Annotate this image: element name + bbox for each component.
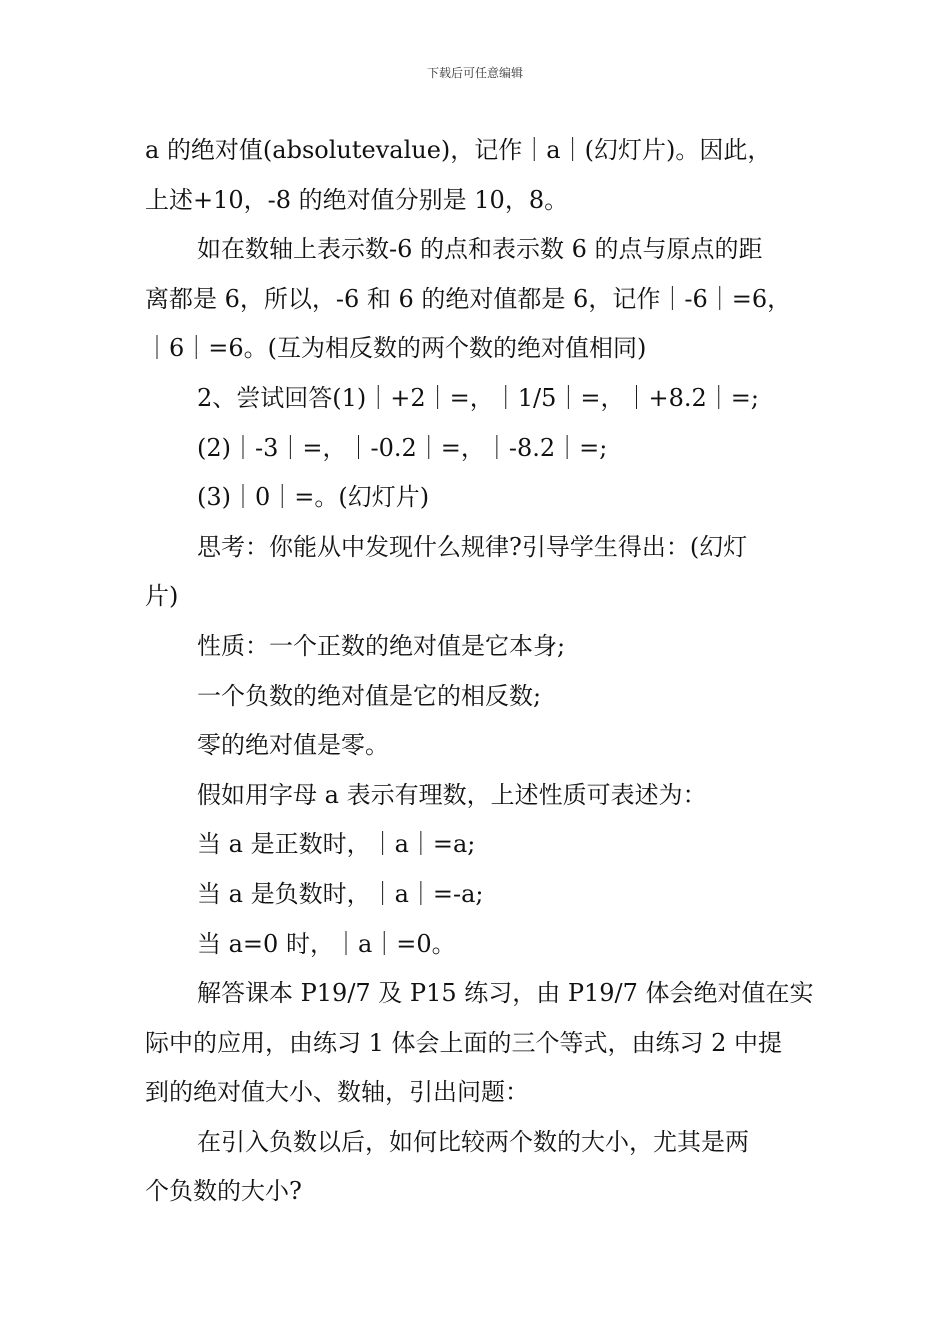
text-line: 零的绝对值是零。	[197, 731, 389, 760]
page-header: 下载后可任意编辑	[426, 66, 523, 80]
text-line: 解答课本 P19/7 及 P15 练习，由 P19/7 体会绝对值在实	[197, 979, 814, 1008]
text-line: 片)	[145, 582, 179, 611]
text-line: (3)｜0｜=。(幻灯片)	[197, 483, 430, 512]
text-line: 在引入负数以后，如何比较两个数的大小，尤其是两	[197, 1127, 749, 1156]
text-line: 当 a=0 时，｜a｜=0。	[197, 929, 456, 958]
text-line: 假如用字母 a 表示有理数，上述性质可表述为：	[197, 780, 707, 809]
text-line: 思考：你能从中发现什么规律?引导学生得出：(幻灯	[197, 532, 748, 561]
text-line: 当 a 是负数时，｜a｜=-a;	[197, 879, 484, 908]
text-line: a 的绝对值(absolutevalue)，记作｜a｜(幻灯片)。因此，	[145, 136, 772, 164]
text-line: (2)｜-3｜=，｜-0.2｜=，｜-8.2｜=;	[197, 433, 608, 462]
text-line: ｜6｜=6。(互为相反数的两个数的绝对值相同)	[145, 334, 647, 363]
text-line: 离都是 6，所以，-6 和 6 的绝对值都是 6，记作｜-6｜=6，	[145, 284, 792, 313]
text-line: 到的绝对值大小、数轴，引出问题：	[145, 1078, 529, 1107]
text-line: 当 a 是正数时，｜a｜=a;	[197, 830, 476, 859]
document-body	[145, 126, 814, 1217]
text-line: 一个负数的绝对值是它的相反数;	[197, 681, 542, 710]
text-line: 上述+10，-8 的绝对值分别是 10，8。	[145, 185, 569, 214]
text-line: 如在数轴上表示数-6 的点和表示数 6 的点与原点的距	[197, 235, 763, 264]
text-line: 性质：一个正数的绝对值是它本身;	[197, 631, 566, 660]
text-line: 个负数的大小?	[145, 1177, 302, 1206]
text-line: 际中的应用，由练习 1 体会上面的三个等式，由练习 2 中提	[145, 1028, 783, 1057]
text-line: 2、尝试回答(1)｜+2｜=，｜1/5｜=，｜+8.2｜=;	[197, 383, 759, 412]
